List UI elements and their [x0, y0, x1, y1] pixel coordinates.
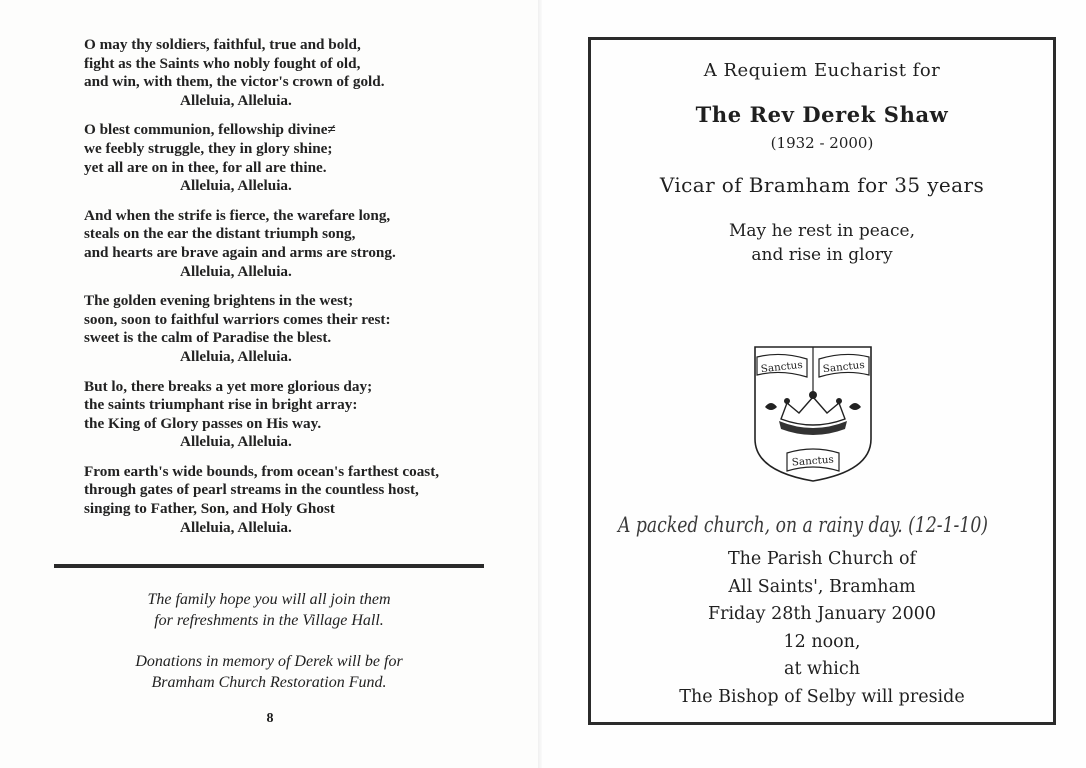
blessing [591, 219, 1053, 267]
verse-refrain: Alleluia, Alleluia. [180, 518, 292, 536]
hymn-verse [84, 292, 514, 366]
verse-line: O may thy soldiers, faithful, true and bold, [84, 36, 361, 53]
verse-refrain: Alleluia, Alleluia. [180, 347, 292, 365]
verse-line: From earth's wide bounds, from ocean's farthest coast, [84, 462, 440, 480]
verse-line: sweet is the calm of Paradise the blest. [84, 329, 332, 347]
verse-line: the saints triumphant rise in bright array: [84, 396, 358, 414]
hymn-verse [84, 378, 514, 452]
page-fold [538, 0, 542, 768]
hymn-text [84, 36, 514, 548]
verse-refrain: Alleluia, Alleluia. [180, 177, 292, 195]
handwritten-annotation [614, 500, 994, 550]
hymn-verse [84, 207, 514, 281]
detail-line: The Parish Church of [727, 549, 916, 569]
verse-line: fight as the Saints who nobly fought of old, [84, 54, 361, 72]
verse-line: and win, with them, the victor's crown of gold. [84, 73, 385, 91]
blessing-line: May he rest in peace, [729, 221, 915, 241]
verse-refrain: Alleluia, Alleluia. [180, 91, 292, 109]
detail-line: The Bishop of Selby will preside [679, 686, 965, 707]
note-line: Donations in memory of Derek will be for [135, 653, 403, 670]
blessing-line: and rise in glory [751, 245, 893, 265]
verse-refrain: Alleluia, Alleluia. [180, 433, 292, 451]
verse-line: yet all are on in thee, for all are thine. [84, 158, 327, 176]
service-title: A Requiem Eucharist for [703, 60, 941, 81]
hymn-verse [84, 36, 514, 110]
crest-label: Sanctus [760, 360, 802, 376]
verse-line: singing to Father, Son, and Holy Ghost [84, 500, 335, 518]
note-line: for refreshments in the Village Hall. [154, 611, 384, 629]
crest-label: Sanctus [822, 360, 864, 376]
crest-label: Sanctus [791, 454, 833, 469]
verse-line: through gates of pearl streams in the countless host, [84, 481, 419, 499]
church-crest-icon [751, 343, 875, 483]
verse-line: O blest communion, fellowship divine≠ [84, 121, 336, 139]
service-details [591, 546, 1053, 711]
handwritten-text: A packed church, on a rainy day. (12-1-10) [616, 513, 988, 537]
section-divider [54, 564, 484, 568]
verse-line: And when the strife is fierce, the warefare long, [84, 206, 391, 224]
verse-line: we feebly struggle, they in glory shine; [84, 139, 333, 157]
role-line: Vicar of Bramham for 35 years [659, 173, 985, 197]
life-years: (1932 - 2000) [770, 134, 874, 152]
deceased-name: The Rev Derek Shaw [695, 102, 949, 127]
verse-line: the King of Glory passes on His way. [84, 414, 322, 432]
page-number: 8 [266, 711, 274, 726]
verse-refrain: Alleluia, Alleluia. [180, 262, 292, 280]
verse-line: But lo, there breaks a yet more glorious day; [84, 377, 373, 395]
detail-line: Friday 28th January 2000 [707, 604, 937, 624]
verse-line: and hearts are brave again and arms are strong. [84, 243, 396, 261]
verse-line: The golden evening brightens in the west; [84, 292, 354, 310]
detail-line: All Saints', Bramham [728, 576, 916, 597]
note-line: The family hope you will all join them [147, 591, 391, 608]
hymn-verse [84, 121, 514, 195]
donations-note [54, 652, 484, 693]
detail-line: at which [784, 659, 860, 679]
detail-line: 12 noon, [783, 631, 861, 652]
family-note [54, 590, 484, 631]
hymn-verse [84, 463, 514, 537]
verse-line: soon, soon to faithful warriors comes their rest: [84, 310, 391, 328]
note-line: Bramham Church Restoration Fund. [151, 673, 387, 691]
closing-notes [54, 590, 484, 714]
verse-line: steals on the ear the distant triumph song, [84, 225, 356, 243]
